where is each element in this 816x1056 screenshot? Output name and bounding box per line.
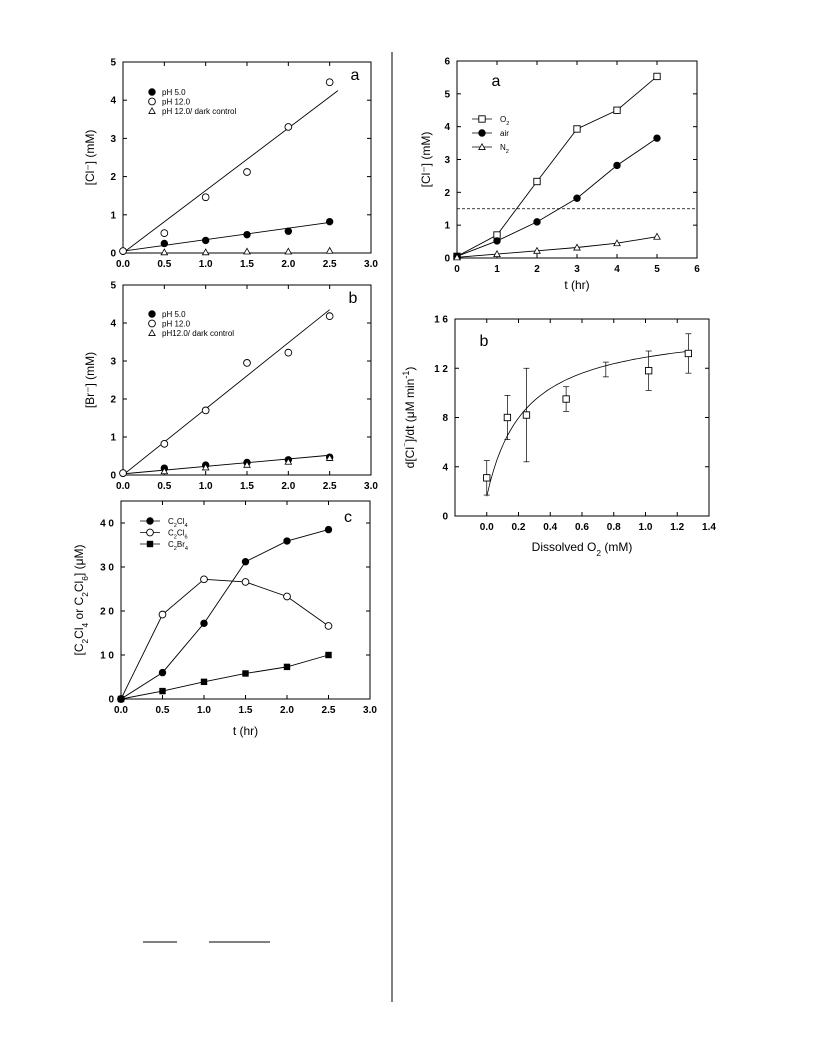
x-tick-label: 0.5: [155, 705, 170, 716]
data-point: [244, 360, 251, 367]
panel-letter: b: [479, 333, 489, 350]
label-part: O: [500, 115, 507, 124]
data-point: [574, 126, 580, 132]
y-tick-label: 5: [110, 57, 116, 69]
legend-entry: [140, 540, 188, 552]
label-part: air: [500, 129, 509, 138]
y-axis-label: [Cl⁻] (mM): [419, 131, 433, 188]
x-tick-label: 1.2: [670, 522, 685, 533]
x-tick-label: 2.5: [322, 259, 337, 270]
data-point: [285, 124, 292, 131]
x-axis-label: [532, 540, 633, 558]
series-0: [120, 454, 333, 476]
data-point: [654, 233, 660, 239]
y-axis-label: [Br⁻] (mM): [83, 351, 97, 409]
label-part: Cl: [176, 517, 185, 526]
data-point: [614, 162, 620, 168]
series-1: [118, 576, 332, 702]
legend-entry: [140, 529, 188, 541]
legend-label: pH 12.0: [162, 97, 191, 107]
y-axis-label: [Cl⁻] (mM): [83, 129, 97, 186]
label-part: or C: [72, 596, 86, 623]
x-axis-label: t (hr): [564, 278, 590, 292]
plot-frame: [121, 501, 370, 699]
x-tick-label: 1.0: [198, 259, 213, 270]
label-part: Cl: [72, 580, 86, 593]
data-point: [523, 412, 529, 418]
x-tick-label: 3.0: [363, 705, 377, 716]
data-point: [534, 219, 540, 225]
label-part: [C: [72, 643, 86, 656]
legend-marker: [149, 98, 156, 105]
legend-entry: [472, 115, 509, 127]
y-tick-label: 6: [444, 56, 450, 68]
data-point: [685, 350, 691, 356]
y-tick-label: 4: [444, 122, 450, 134]
legend-entry: [149, 98, 191, 107]
x-tick-label: 1: [494, 264, 500, 275]
x-tick-label: 0.8: [606, 522, 621, 533]
data-point: [285, 248, 291, 254]
x-tick-label: 2.0: [281, 259, 296, 270]
label-part: C: [168, 540, 174, 549]
series-2: [118, 652, 332, 702]
data-point: [161, 249, 167, 255]
y-tick-label: 2: [110, 394, 116, 406]
x-tick-label: 1.5: [238, 705, 253, 716]
data-point: [326, 79, 333, 86]
y-tick-label: 2: [444, 187, 450, 199]
x-tick-label: 0.0: [116, 481, 130, 492]
data-point: [244, 231, 250, 237]
x-tick-label: 0: [454, 264, 460, 275]
legend-marker: [149, 108, 155, 114]
y-tick-label: 4 0: [100, 518, 114, 530]
y-tick-label: 2 0: [100, 606, 114, 618]
label-part: 2: [80, 592, 90, 597]
x-tick-label: 5: [654, 264, 660, 275]
data-point: [654, 135, 660, 141]
x-tick-label: 2.5: [322, 481, 337, 492]
legend-label: [168, 517, 188, 529]
legend-marker: [149, 89, 155, 95]
data-point: [120, 470, 127, 477]
legend-label: pH 12.0: [162, 319, 191, 329]
data-point: [202, 407, 209, 414]
y-tick-label: 0: [108, 694, 114, 706]
y-axis-label: [72, 545, 90, 656]
data-point: [285, 349, 292, 356]
fit-line: [123, 455, 330, 474]
legend-marker: [149, 311, 155, 317]
x-tick-label: 0.2: [511, 522, 526, 533]
legend-entry: [472, 129, 509, 138]
data-point: [242, 559, 248, 565]
x-tick-label: 3.0: [364, 481, 378, 492]
x-tick-label: 2: [534, 264, 540, 275]
x-tick-label: 1.0: [198, 481, 213, 492]
panel-letter: a: [350, 67, 360, 84]
label-part: (mM): [601, 540, 633, 554]
x-tick-label: 0.4: [543, 522, 558, 533]
label-part: 2: [173, 546, 177, 552]
data-point: [242, 579, 249, 586]
data-point: [494, 238, 500, 244]
y-tick-label: 1: [444, 220, 450, 232]
y-tick-label: 3 0: [100, 562, 114, 574]
series-0: [118, 526, 332, 702]
label-part: 4: [184, 546, 189, 552]
data-point: [326, 313, 333, 320]
series-line: [121, 655, 329, 699]
series-line: [457, 76, 657, 256]
data-point: [325, 526, 331, 532]
data-point: [645, 368, 651, 374]
data-point: [285, 228, 291, 234]
x-tick-label: 2.0: [280, 705, 294, 716]
data-point: [161, 440, 168, 447]
x-tick-label: 0.0: [479, 522, 494, 533]
data-point: [242, 670, 248, 676]
legend-label: [500, 115, 509, 127]
data-point: [244, 248, 250, 254]
x-tick-label: 3.0: [364, 259, 378, 270]
x-tick-label: 0.5: [157, 259, 172, 270]
panel-letter: b: [348, 290, 358, 307]
x-tick-label: 3: [574, 264, 580, 275]
legend-label: [500, 143, 509, 155]
x-tick-label: 0.5: [157, 481, 172, 492]
y-tick-label: 0: [442, 511, 448, 523]
x-tick-label: 2.5: [321, 705, 336, 716]
legend-entry: [472, 143, 509, 155]
label-part: C: [168, 517, 174, 526]
panel-letter: a: [491, 73, 501, 90]
legend-label: pH 12.0/ dark control: [162, 107, 237, 116]
data-point: [326, 218, 332, 224]
legend-label: pH12.0/ dark control: [162, 329, 235, 338]
y-tick-label: 0: [110, 470, 116, 482]
data-point: [120, 248, 127, 255]
data-point: [201, 576, 208, 583]
series-0: [454, 73, 660, 259]
label-part: 2: [173, 534, 177, 541]
data-point: [484, 475, 490, 481]
legend-entry: [149, 107, 237, 116]
legend-label: [168, 540, 188, 552]
series-2: [454, 233, 660, 259]
data-point: [563, 396, 569, 402]
x-tick-label: 4: [614, 264, 620, 275]
x-tick-label: 1.5: [240, 259, 254, 270]
data-point: [201, 620, 207, 626]
legend-marker: [479, 116, 485, 122]
data-point: [284, 664, 290, 670]
legend-marker: [147, 541, 153, 547]
legend-entry: [149, 310, 186, 319]
x-tick-label: 1.0: [638, 522, 653, 533]
data-point: [614, 107, 620, 113]
legend-entry: [149, 88, 186, 97]
data-point: [202, 249, 208, 255]
label-part: N: [500, 143, 506, 152]
series-2: [161, 248, 333, 255]
legend-label: [168, 529, 188, 541]
y-tick-label: 4: [110, 95, 116, 107]
chart-right-b: [401, 315, 716, 559]
legend-marker: [147, 518, 153, 524]
legend-label: pH 5.0: [162, 310, 186, 319]
label-part: 2: [596, 548, 602, 558]
label-part: d[Cl: [403, 447, 417, 469]
x-tick-label: 1.4: [702, 522, 716, 533]
y-tick-label: 0: [110, 248, 116, 260]
chart-right-a: [419, 57, 700, 293]
data-point: [201, 679, 207, 685]
y-tick-label: 1: [110, 432, 116, 444]
label-part: 4: [80, 622, 90, 628]
label-part: ): [403, 366, 417, 371]
chart-left-a: [83, 58, 378, 271]
label-part: 2: [80, 638, 90, 644]
fit-line: [123, 222, 330, 251]
y-tick-label: 2: [110, 172, 116, 184]
legend-marker: [479, 130, 485, 136]
plot-frame: [457, 61, 697, 258]
label-part: Dissolved O: [531, 540, 597, 554]
x-tick-label: 1.0: [197, 705, 211, 716]
y-axis-label: [401, 367, 417, 469]
series-0: [120, 218, 333, 254]
label-part: Br: [176, 540, 185, 549]
y-tick-label: 4: [110, 318, 116, 330]
data-point: [159, 688, 165, 694]
label-part: -1: [401, 370, 411, 379]
label-part: Cl: [176, 528, 185, 538]
data-point: [202, 194, 209, 201]
data-point: [159, 669, 165, 675]
x-tick-label: 6: [694, 264, 700, 275]
x-tick-label: 2.0: [281, 481, 296, 492]
label-part: 4: [184, 523, 188, 529]
y-tick-label: 4: [442, 462, 448, 474]
label-part: Cl: [72, 627, 86, 639]
y-tick-label: 1 6: [434, 314, 448, 326]
y-tick-label: 3: [444, 155, 450, 166]
data-point: [284, 538, 290, 544]
chart-left-b: [83, 281, 378, 493]
y-tick-label: 1 0: [100, 650, 114, 662]
plot-frame: [123, 285, 371, 475]
y-tick-label: 8: [442, 413, 448, 424]
x-tick-label: 0.0: [114, 705, 128, 716]
label-part: ]/dt (μM min: [403, 378, 417, 443]
x-tick-label: 0.6: [575, 522, 589, 533]
label-part: 6: [184, 534, 188, 541]
data-point: [284, 593, 291, 600]
data-point: [159, 611, 166, 618]
x-tick-label: 0.0: [116, 259, 130, 270]
legend-label: [500, 129, 509, 138]
y-tick-label: 3: [110, 133, 116, 145]
series-line: [121, 579, 329, 699]
data-point: [202, 237, 208, 243]
x-axis-label: t (hr): [232, 724, 259, 738]
legend-marker: [149, 320, 156, 327]
label-part: 2: [173, 523, 177, 529]
data-point: [118, 696, 124, 702]
series-line: [121, 530, 329, 699]
legend-entry: [140, 517, 188, 529]
plot-frame: [455, 319, 709, 516]
data-point: [325, 652, 331, 658]
label-part: 2: [505, 149, 509, 155]
legend-label: pH 5.0: [162, 88, 186, 97]
data-point: [244, 169, 251, 176]
legend-entry: [149, 320, 191, 329]
data-point: [574, 195, 580, 201]
label-part: ⁻: [401, 442, 411, 448]
legend-entry: [149, 329, 234, 338]
label-part: 6: [80, 576, 90, 581]
chart-left-c: [72, 501, 377, 738]
label-part: ] (μM): [72, 544, 86, 577]
label-part: C: [168, 528, 174, 538]
fit-curve: [487, 351, 689, 496]
data-point: [504, 414, 510, 420]
legend-marker: [147, 529, 154, 536]
data-point: [534, 178, 540, 184]
series-line: [457, 237, 657, 258]
panel-letter: c: [344, 509, 352, 526]
data-point: [654, 73, 660, 79]
data-point: [326, 248, 332, 254]
x-tick-label: 1.5: [240, 481, 254, 492]
label-part: 2: [506, 121, 510, 127]
y-tick-label: 1: [110, 210, 116, 222]
y-tick-label: 5: [110, 280, 116, 292]
data-point: [161, 230, 168, 237]
data-point: [325, 623, 332, 630]
y-tick-label: 3: [110, 356, 116, 368]
legend-marker: [149, 330, 155, 336]
y-tick-label: 1 2: [434, 363, 448, 375]
y-tick-label: 5: [444, 89, 450, 101]
y-tick-label: 0: [444, 253, 450, 265]
data-point: [161, 240, 167, 246]
